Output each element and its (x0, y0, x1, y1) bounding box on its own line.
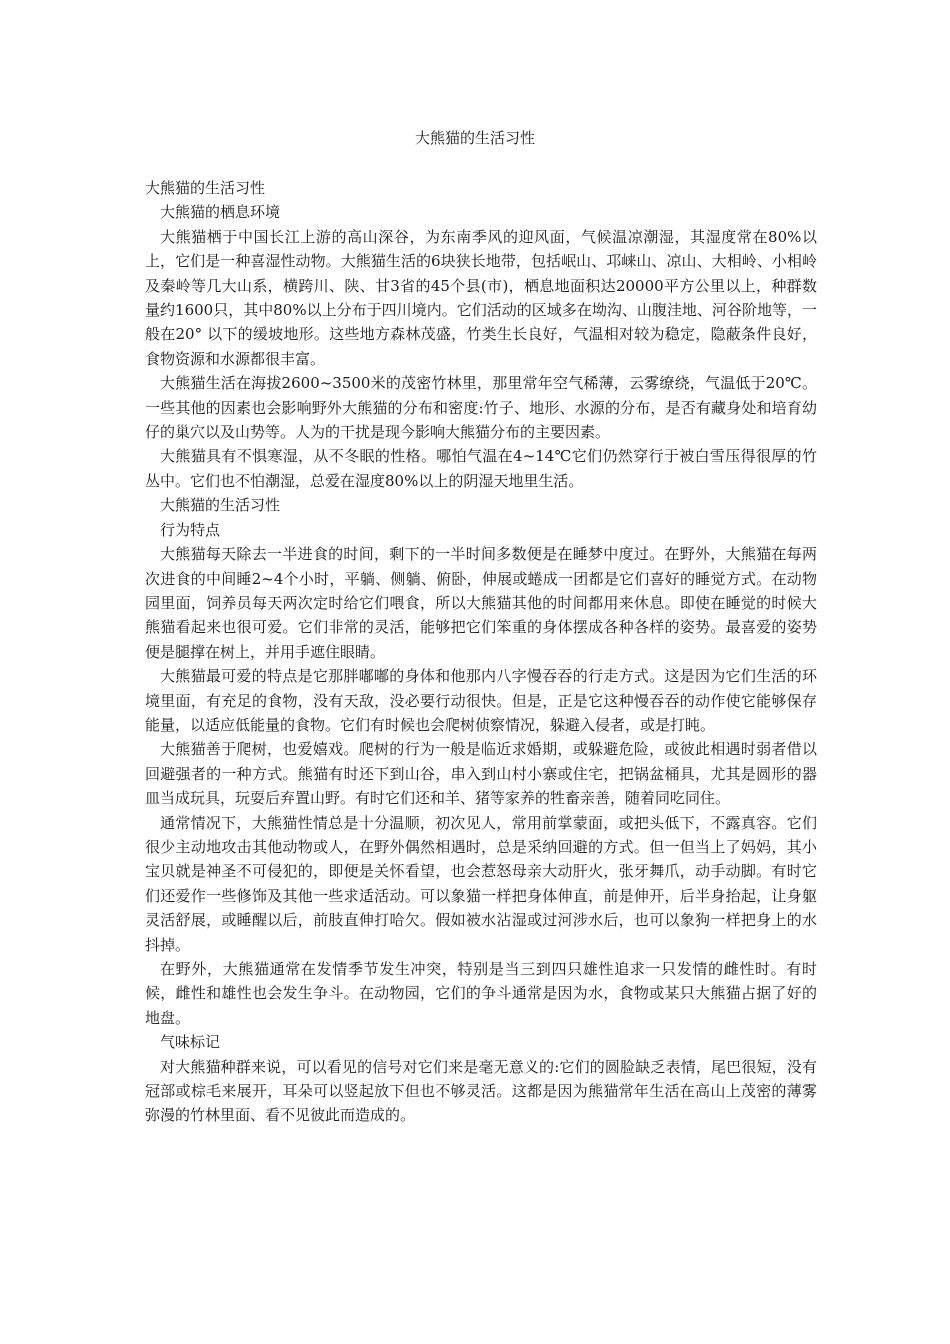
paragraph: 大熊猫具有不惧寒湿，从不冬眠的性格。哪怕气温在4~14℃它们仍然穿行于被白雪压得很厚的竹丛中。它们也不怕潮湿，总爱在湿度80%以上的阴湿天地里生活。 (145, 447, 817, 490)
scent-heading: 气味标记 (160, 1033, 221, 1052)
habitat-heading: 大熊猫的栖息环境 (160, 203, 281, 222)
paragraph: 大熊猫栖于中国长江上游的高山深谷，为东南季风的迎风面，气候温凉潮湿，其湿度常在80%以上，它们是一种喜湿性动物。大熊猫生活的6块狭长地带，包括岷山、邛崃山、凉山、大相岭、小相岭及秦岭等几大山系，横跨川、陕、甘3省的45个县(市)，栖息地面积达20000平方公里以上，种群数量约1600只，其中80%以上分布于四川境内。它们活动的区域多在坳沟、山腹洼地、河谷阶地等，一般在20° 以下的缓坡地形。这些地方森林茂盛，竹类生长良好，气温相对较为稳定，隐蔽条件良好，食物资源和水源都很丰富。 (145, 227, 817, 368)
paragraph: 通常情况下，大熊猫性情总是十分温顺，初次见人，常用前掌蒙面，或把头低下，不露真容。它们很少主动地攻击其他动物或人，在野外偶然相遇时，总是采纳回避的方式。但一但当上了妈妈，其小宝贝就是神圣不可侵犯的，即便是关怀看望，也会惹怒母亲大动肝火，张牙舞爪，动手动脚。有时它们还爱作一些修饰及其他一些求适活动。可以象猫一样把身体伸直，前是伸开，后半身抬起，让身躯灵活舒展，或睡醒以后，前肢直伸打哈欠。假如被水沾湿或过河涉水后，也可以象狗一样把身上的水抖掉。 (145, 813, 817, 954)
section-title: 大熊猫的生活习性 (145, 179, 266, 197)
paragraph: 大熊猫最可爱的特点是它那胖嘟嘟的身体和他那内八字慢吞吞的行走方式。这是因为它们生活的环境里面，有充足的食物，没有天敌，没必要行动很快。但是，正是它这种慢吞吞的动作使它能够保存能量，以适应低能量的食物。它们有时候也会爬树侦察情况，躲避入侵者，或是打盹。 (145, 667, 817, 734)
paragraph: 对大熊猫种群来说，可以看见的信号对它们来是毫无意义的:它们的圆脸缺乏表情，尾巴很短，没有冠部或棕毛来展开，耳朵可以竖起放下但也不够灵活。这都是因为熊猫常年生活在高山上茂密的薄雾弥漫的竹林里面、看不见彼此而造成的。 (145, 1057, 817, 1125)
behavior-heading: 行为特点 (160, 520, 221, 539)
paragraph: 在野外，大熊猫通常在发情季节发生冲突，特别是当三到四只雄性追求一只发情的雌性时。有时候，雌性和雄性也会发生争斗。在动物园，它们的争斗通常是因为水，食物或某只大熊猫占据了好的地盘。 (145, 960, 817, 1027)
paragraph: 大熊猫生活在海拔2600~3500米的茂密竹林里，那里常年空气稀薄，云雾缭绕，气温低于20℃。一些其他的因素也会影响野外大熊猫的分布和密度:竹子、地形、水源的分布，是否有藏身处和培育幼仔的巢穴以及山势等。人为的干扰是现今影响大熊猫分布的主要因素。 (145, 374, 817, 442)
paragraph: 大熊猫善于爬树，也爱嬉戏。爬树的行为一般是临近求婚期，或躲避危险，或彼此相遇时弱者借以回避强者的一种方式。熊猫有时还下到山谷，串入到山村小寨或住宅，把锅盆桶具，尤其是圆形的器皿当成玩具，玩耍后弃置山野。有时它们还和羊、猪等家养的牲畜亲善，随着同吃同住。 (145, 740, 817, 808)
habits-heading: 大熊猫的生活习性 (160, 496, 281, 515)
paragraph: 大熊猫每天除去一半进食的时间，剩下的一半时间多数便是在睡梦中度过。在野外，大熊猫在每两次进食的中间睡2~4个小时，平躺、侧躺、俯卧，伸展或蜷成一团都是它们喜好的睡觉方式。在动物园里面，饲养员每天两次定时给它们喂食，所以大熊猫其他的时间都用来休息。即使在睡觉的时候大熊猫看起来也很可爱。它们非常的灵活，能够把它们笨重的身体摆成各种各样的姿势。最喜爱的姿势便是腿撑在树上，并用手遮住眼睛。 (145, 545, 817, 661)
document-body (145, 176, 817, 1128)
document-title: 大熊猫的生活习性 (414, 129, 535, 147)
